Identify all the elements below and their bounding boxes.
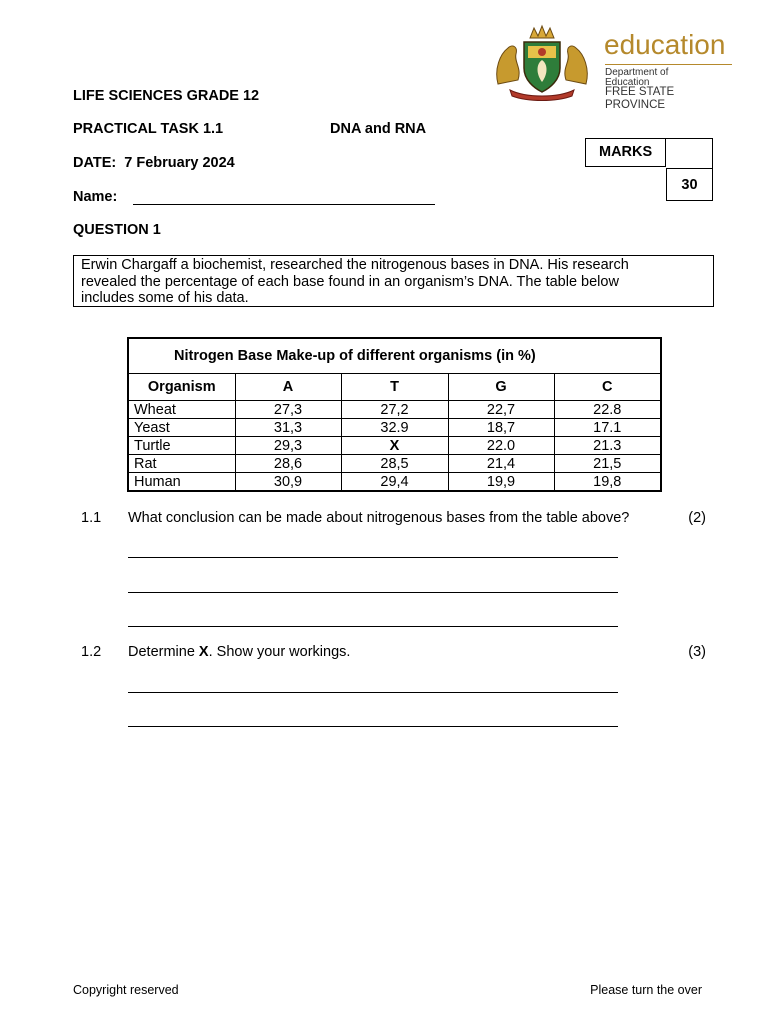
organism-cell: Turtle: [128, 437, 235, 455]
date-value: 7 February 2024: [124, 155, 235, 171]
subject-title: LIFE SCIENCES GRADE 12: [73, 88, 260, 104]
marks-label: MARKS: [599, 144, 653, 160]
organism-cell: Rat: [128, 455, 235, 473]
question-text-before: Determine: [128, 644, 199, 660]
marks-total: 30: [681, 177, 698, 193]
value-cell: 22,7: [448, 401, 554, 419]
table-caption: Nitrogen Base Make-up of different organisms (in %): [128, 338, 661, 374]
value-cell: 32.9: [341, 419, 448, 437]
marks-blank-cell: [666, 138, 713, 169]
question-marks: (2): [688, 510, 706, 526]
answer-line[interactable]: [128, 626, 618, 627]
education-logo: [492, 24, 737, 111]
name-field[interactable]: [133, 204, 435, 205]
value-cell: 19,9: [448, 473, 554, 492]
value-cell: 31,3: [235, 419, 341, 437]
intro-line: Erwin Chargaff a biochemist, researched the nitrogenous bases in DNA. His research: [81, 257, 629, 273]
intro-line: revealed the percentage of each base found in an organism’s DNA. The table below: [81, 273, 619, 290]
column-header: Organism: [128, 374, 235, 401]
column-header: G: [448, 374, 554, 401]
column-header: T: [341, 374, 448, 401]
logo-line2: Education: [605, 77, 650, 88]
value-cell: 19,8: [554, 473, 661, 492]
value-cell: 27,2: [341, 401, 448, 419]
question-heading: QUESTION 1: [73, 222, 161, 238]
table-header-row: [128, 374, 661, 401]
table-row: [128, 437, 661, 455]
value-cell: 18,7: [448, 419, 554, 437]
question-text-bold: X: [198, 644, 209, 660]
nitrogen-base-table: [127, 337, 662, 492]
value-cell: 22.0: [448, 437, 554, 455]
table-caption-row: [128, 338, 661, 374]
value-cell: 21.3: [554, 437, 661, 455]
value-cell: 28,6: [235, 455, 341, 473]
question-number: 1.1: [81, 510, 102, 526]
table-row: [128, 419, 661, 437]
footer-copyright: Copyright reserved: [73, 983, 179, 997]
question-text: What conclusion can be made about nitrogenous bases from the table above?: [128, 510, 630, 526]
intro-box: [73, 255, 714, 307]
coat-of-arms-icon: [492, 24, 592, 102]
logo-word: education: [604, 29, 726, 60]
value-cell: 21,5: [554, 455, 661, 473]
question-number: 1.2: [81, 644, 102, 660]
answer-line[interactable]: [128, 692, 618, 693]
logo-line1: Department of: [605, 67, 669, 78]
question-text-after: . Show your workings.: [208, 644, 351, 660]
answer-line[interactable]: [128, 592, 618, 593]
answer-line[interactable]: [128, 557, 618, 558]
organism-cell: Yeast: [128, 419, 235, 437]
date-line: [73, 155, 235, 172]
column-header: A: [235, 374, 341, 401]
value-cell: 27,3: [235, 401, 341, 419]
date-label: DATE:: [73, 155, 117, 171]
footer-turn-over: Please turn the over: [590, 983, 702, 997]
task-label: PRACTICAL TASK 1.1: [73, 121, 224, 137]
table-row: [128, 455, 661, 473]
marks-box: [585, 138, 713, 201]
value-cell: 29,3: [235, 437, 341, 455]
value-cell: 28,5: [341, 455, 448, 473]
unknown-x-cell: X: [341, 437, 448, 455]
question-text: [128, 644, 350, 660]
intro-line: includes some of his data.: [81, 290, 249, 306]
table-row: [128, 401, 661, 419]
value-cell: 17.1: [554, 419, 661, 437]
question-marks: (3): [688, 644, 706, 660]
value-cell: 29,4: [341, 473, 448, 492]
answer-line[interactable]: [128, 726, 618, 727]
column-header: C: [554, 374, 661, 401]
task-topic: DNA and RNA: [330, 121, 427, 137]
value-cell: 30,9: [235, 473, 341, 492]
table-row: [128, 473, 661, 492]
logo-line3: FREE STATE PROVINCE: [605, 86, 675, 111]
name-label: Name:: [73, 189, 118, 205]
logo-rule: [605, 64, 732, 65]
value-cell: 22.8: [554, 401, 661, 419]
organism-cell: Wheat: [128, 401, 235, 419]
value-cell: 21,4: [448, 455, 554, 473]
organism-cell: Human: [128, 473, 235, 492]
